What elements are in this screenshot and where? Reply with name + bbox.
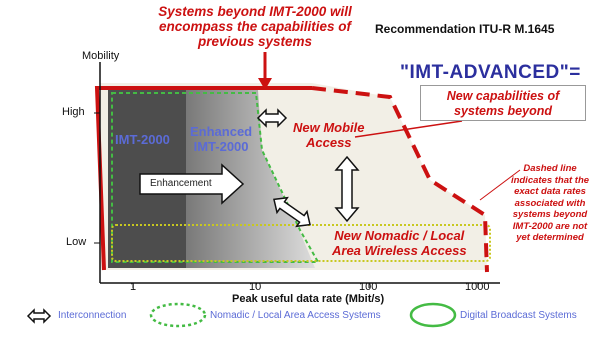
legend-nomadic: Nomadic / Local Area Access Systems [210,310,381,321]
imt-advanced-label: "IMT-ADVANCED"= [400,62,581,83]
imt2000-label: IMT-2000 [115,132,170,147]
new-capabilities-box: New capabilities of systems beyond [420,85,586,121]
x-axis-title: Peak useful data rate (Mbit/s) [232,293,385,305]
dashed-line-note: Dashed line indicates that the exact data rates associated with systems beyond IMT-2000 are not yet determined [510,163,590,243]
top-note: Systems beyond IMT-2000 will encompass the capabilities of previous systems [158,4,352,49]
y-tick-label-low: Low [66,236,87,248]
x-tick-label-1: 1 [130,281,137,293]
new-mobile-access-label: New Mobile Access [293,120,365,150]
x-tick-label-100: 100 [359,281,378,293]
nomadic-legend-icon [151,304,205,326]
recommendation-label: Recommendation ITU-R M.1645 [375,22,555,36]
enhanced-imt2000-label: Enhanced IMT-2000 [190,124,253,154]
x-tick-label-10: 10 [249,281,262,293]
new-nomadic-label: New Nomadic / Local Area Wireless Access [332,228,467,258]
y-axis-title: Mobility [82,50,120,62]
enhancement-label: Enhancement [150,178,212,189]
x-tick-label-1000: 1000 [465,281,490,293]
interconnection-legend-icon [28,310,50,322]
legend-interconnection: Interconnection [58,310,127,321]
broadcast-legend-icon [411,304,455,326]
y-tick-label-high: High [62,106,85,118]
legend-broadcast: Digital Broadcast Systems [460,310,577,321]
